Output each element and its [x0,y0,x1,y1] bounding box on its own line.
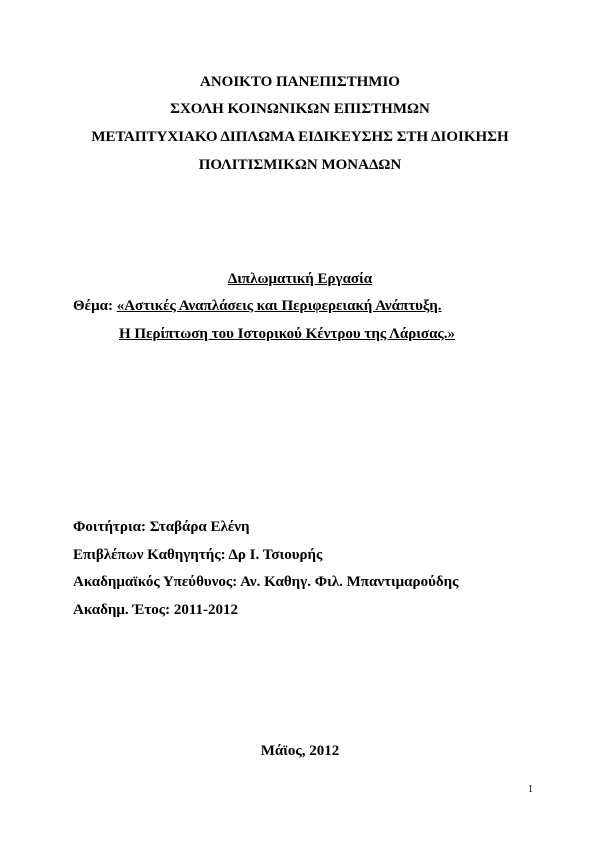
program-title-line2: ΠΟΛΙΤΙΣΜΙΚΩΝ ΜΟΝΑΔΩΝ [198,157,402,173]
program-title-line1: ΜΕΤΑΠΤΥΧΙΑΚΟ ΔΙΠΛΩΜΑ ΕΙΔΙΚΕΥΣΗΣ ΣΤΗ ΔΙΟΙΚΗΣΗ [91,129,509,145]
student-name: Φοιτήτρια: Σταβάρα Ελένη [73,519,250,535]
thesis-type: Διπλωματική Εργασία [227,271,373,287]
university-name: ΑΝΟΙΚΤΟ ΠΑΝΕΠΙΣΤΗΜΙΟ [200,74,400,90]
thesis-subject-line2: Η Περίπτωση του Ιστορικού Κέντρου της Λάρισας.» [119,326,456,342]
school-name: ΣΧΟΛΗ ΚΟΙΝΩΝΙΚΩΝ ΕΠΙΣΤΗΜΩΝ [170,101,430,117]
submission-date: Μάϊος, 2012 [260,743,340,759]
thesis-subject-line1 [73,297,442,315]
supervisor-name: Επιβλέπων Καθηγητής: Δρ Ι. Τσιουρής [73,547,323,563]
page-number: 1 [528,784,533,795]
academic-responsible: Ακαδημαϊκός Υπεύθυνος: Αν. Καθηγ. Φιλ. Μπαντιμαρούδης [73,574,459,590]
subject-title-part1: «Αστικές Αναπλάσεις και Περιφερειακή Ανάπτυξη. [116,298,442,314]
subject-label: Θέμα: [73,298,113,314]
academic-year: Ακαδημ. Έτος: 2011-2012 [73,602,239,618]
